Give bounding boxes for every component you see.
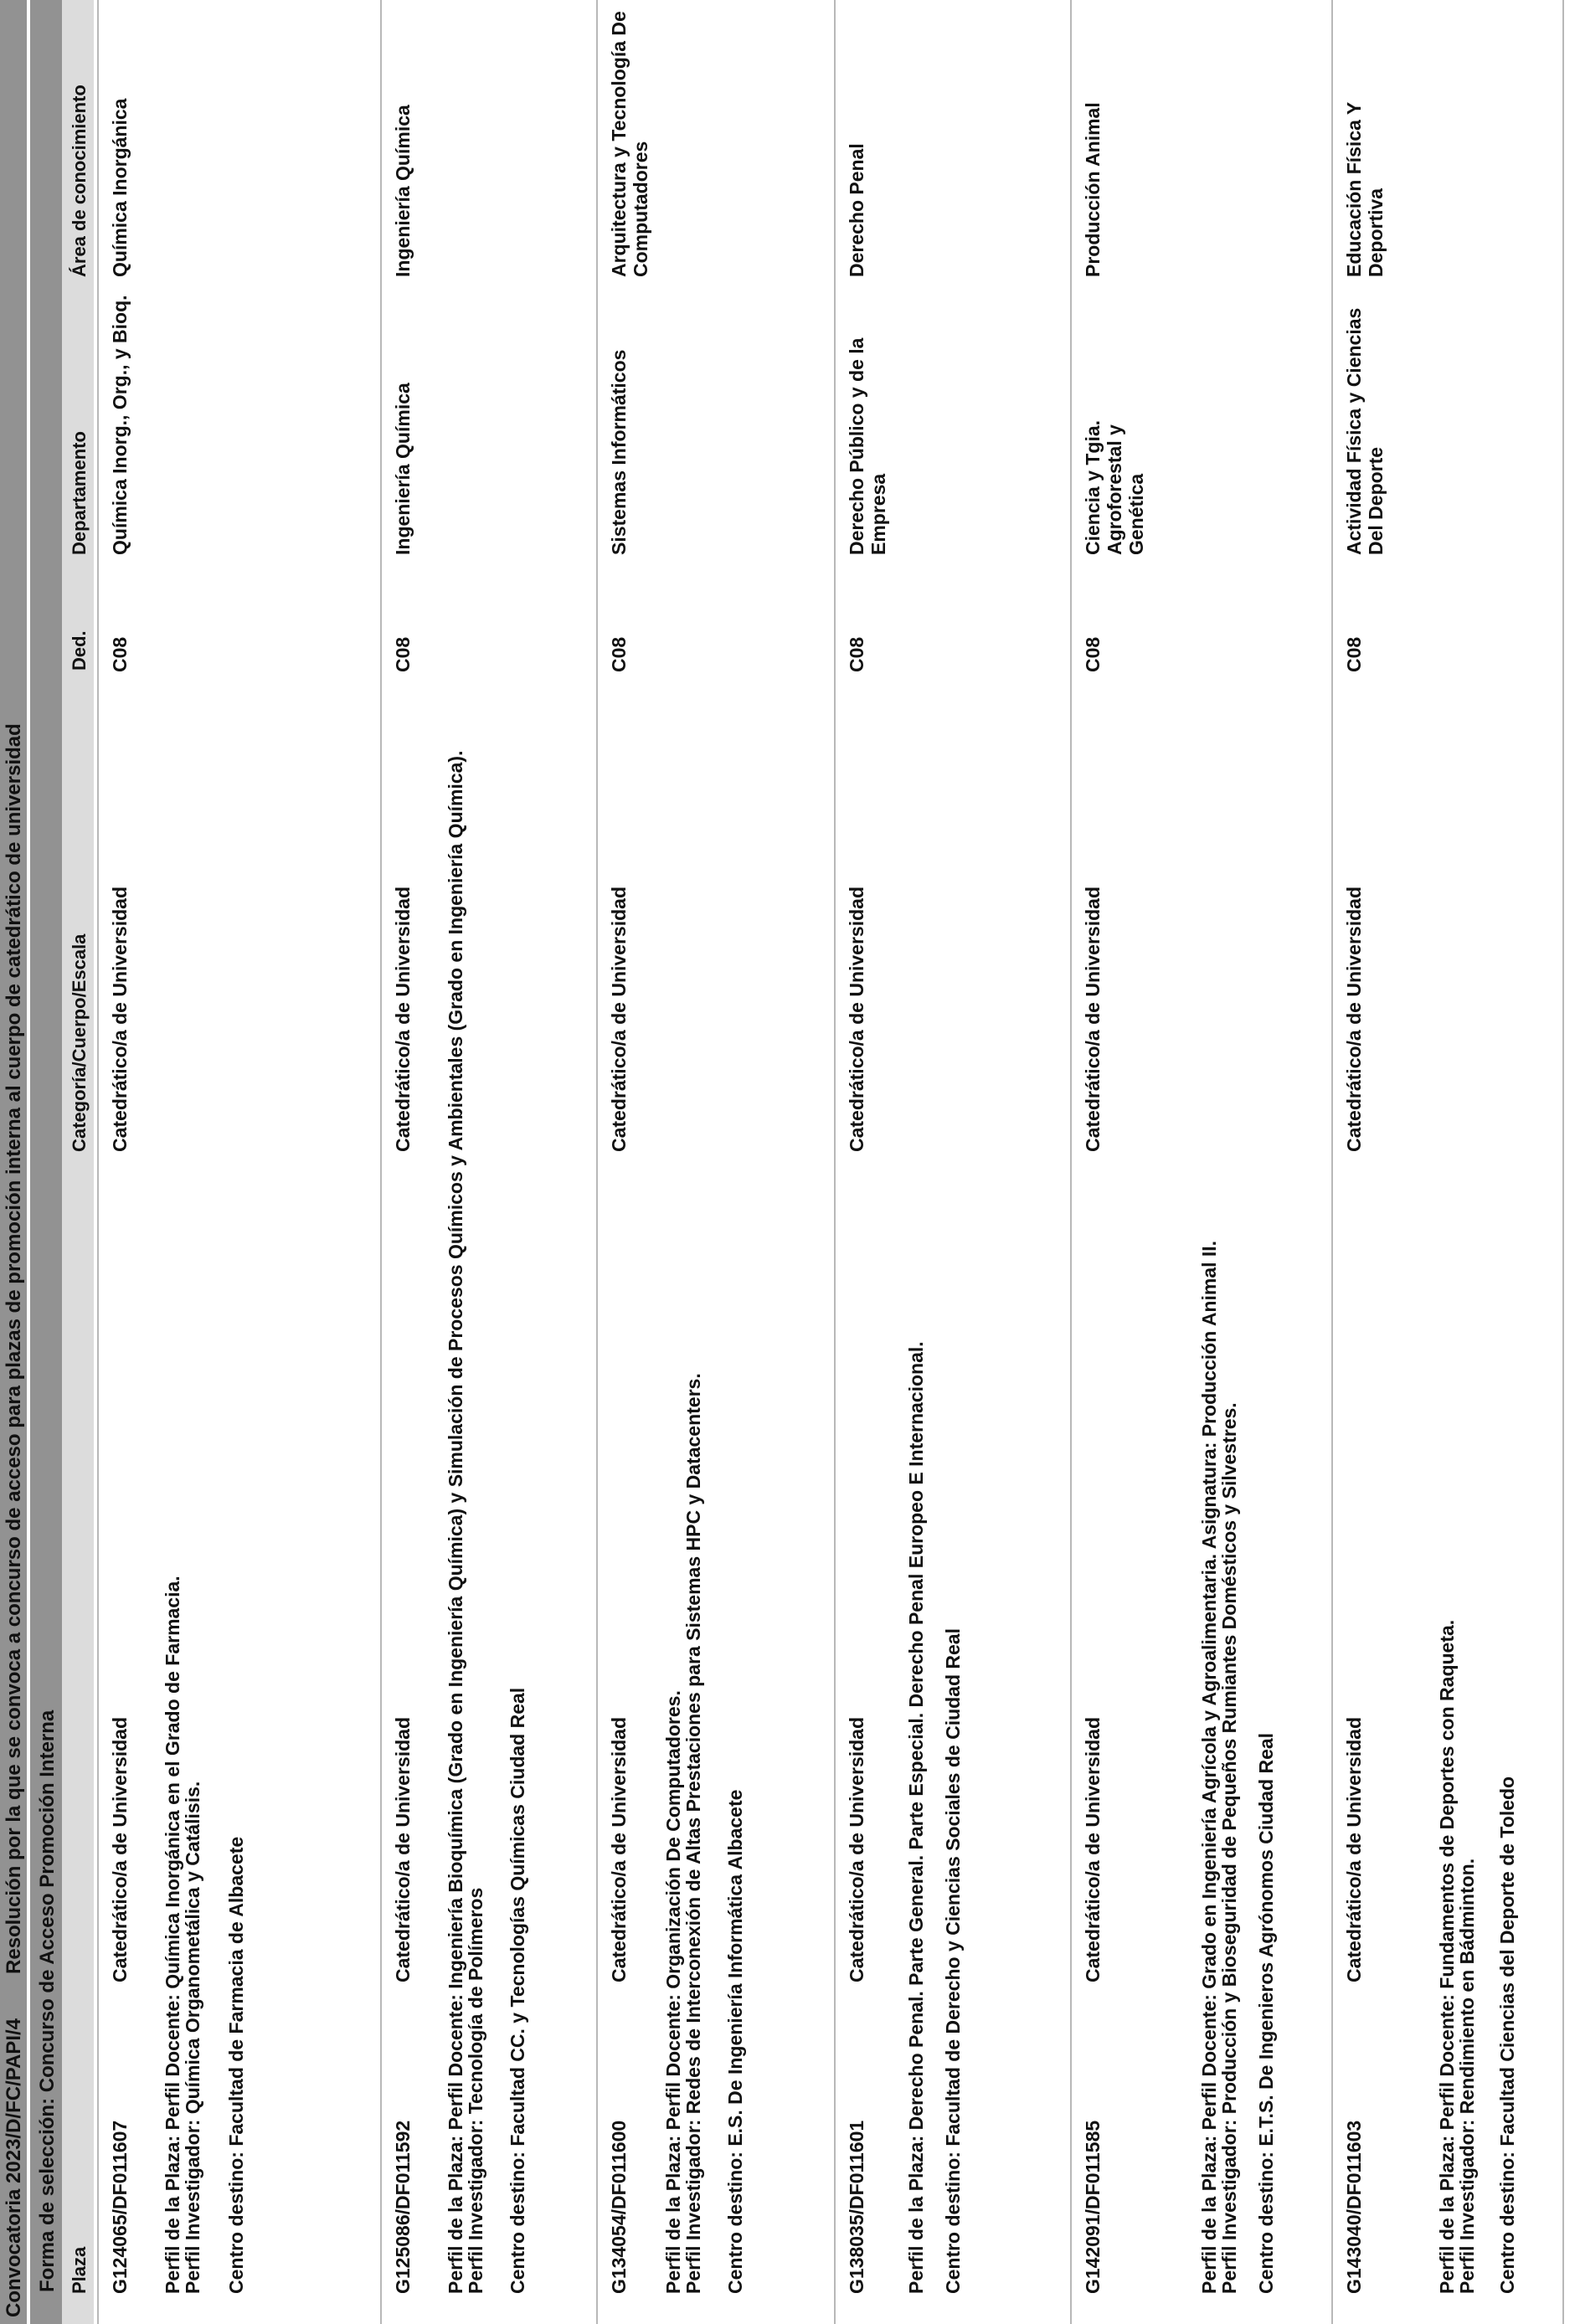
- plaza-department: Actividad Física y Ciencias Del Deporte: [1343, 307, 1387, 555]
- plaza-code: G138035/DF011601: [846, 2120, 867, 2294]
- plaza-profile: Perfil de la Plaza: Perfil Docente: Fundamentos de Deportes con Raqueta.: [1436, 1619, 1458, 2294]
- destination-center: Centro destino: Facultad Ciencias del Deporte de Toledo: [1496, 1776, 1518, 2294]
- plaza-knowledge-area: Derecho Penal: [846, 143, 867, 277]
- plaza-category-col: Catedrático/a de Universidad: [846, 887, 867, 1152]
- plaza-knowledge-area: Ingeniería Química: [392, 105, 414, 277]
- column-header-ded: Ded.: [69, 630, 90, 671]
- plaza-dedication: C08: [1343, 636, 1365, 672]
- row-divider: [1070, 0, 1072, 2324]
- destination-center: Centro destino: E.T.S. De Ingenieros Agrónomos Ciudad Real: [1255, 1732, 1277, 2294]
- plaza-category-col: Catedrático/a de Universidad: [392, 887, 414, 1152]
- plaza-profile: Perfil de la Plaza: Perfil Docente: Organización De Computadores.: [662, 1690, 684, 2294]
- plaza-category: Catedrático/a de Universidad: [846, 1717, 867, 1982]
- plaza-category: Catedrático/a de Universidad: [392, 1717, 414, 1982]
- plaza-code: G125086/DF011592: [392, 2120, 414, 2294]
- plaza-profile: Perfil de la Plaza: Perfil Docente: Grado en Ingeniería Agrícola y Agroalimentaria. Asignatura: Producción Animal II.: [1198, 1240, 1220, 2294]
- row-divider: [834, 0, 836, 2324]
- plaza-dedication: C08: [608, 636, 630, 672]
- row-divider: [1331, 0, 1333, 2324]
- title-bar: [0, 0, 27, 2324]
- researcher-profile: Perfil Investigador: Tecnología de Polímeros: [465, 1887, 486, 2294]
- plaza-knowledge-area: Química Inorgánica: [109, 98, 131, 277]
- selection-method: Forma de selección: Concurso de Acceso Promoción Interna: [36, 1710, 59, 2292]
- plaza-knowledge-area: Producción Animal: [1082, 102, 1104, 277]
- row-divider: [380, 0, 382, 2324]
- plaza-department: Química Inorg., Org., y Bioq.: [109, 295, 131, 555]
- selection-bar: [30, 0, 62, 2324]
- plaza-dedication: C08: [846, 636, 867, 672]
- destination-center: Centro destino: Facultad CC. y Tecnologías Químicas Ciudad Real: [507, 1687, 528, 2294]
- plaza-code: G142091/DF011585: [1082, 2120, 1104, 2294]
- plaza-category-col: Catedrático/a de Universidad: [608, 887, 630, 1152]
- column-header-area: Área de conocimiento: [69, 85, 90, 277]
- plaza-category-col: Catedrático/a de Universidad: [1343, 887, 1365, 1152]
- destination-center: Centro destino: E.S. De Ingeniería Informática Albacete: [724, 1789, 746, 2294]
- plaza-profile: Perfil de la Plaza: Derecho Penal. Parte General. Parte Especial. Derecho Penal Europeo E Internacional.: [905, 1341, 927, 2294]
- row-divider: [97, 0, 99, 2324]
- column-header-categoria: Categoría/Cuerpo/Escala: [69, 933, 90, 1152]
- plaza-category-col: Catedrático/a de Universidad: [1082, 887, 1104, 1152]
- researcher-profile: Perfil Investigador: Producción y Bioseguridad de Pequeños Rumiantes Domésticos y Silvestres.: [1218, 1402, 1240, 2294]
- row-divider: [596, 0, 598, 2324]
- researcher-profile: Perfil Investigador: Química Organometálica y Catálisis.: [182, 1781, 203, 2294]
- convocatoria-code: Convocatoria 2023/D/FC/PAPI/4: [3, 2018, 25, 2317]
- plaza-code: G143040/DF011603: [1343, 2120, 1365, 2294]
- table-header: [62, 0, 94, 2324]
- plaza-category: Catedrático/a de Universidad: [1082, 1717, 1104, 1982]
- destination-center: Centro destino: Facultad de Derecho y Ciencias Sociales de Ciudad Real: [942, 1628, 964, 2294]
- column-header-plaza: Plaza: [69, 2246, 90, 2294]
- destination-center: Centro destino: Facultad de Farmacia de Albacete: [225, 1836, 247, 2294]
- researcher-profile: Perfil Investigador: Redes de Interconexión de Altas Prestaciones para Sistemas HPC y Datacenters.: [682, 1373, 704, 2294]
- plaza-department: Derecho Público y de la Empresa: [846, 337, 889, 555]
- resolution-title: Resolución por la que se convoca a concurso de acceso para plazas de promoción interna al cuerpo de catedrático de universidad: [3, 723, 25, 1974]
- row-divider: [1562, 0, 1564, 2324]
- plaza-department: Sistemas Informáticos: [608, 349, 630, 555]
- plaza-code: G134054/DF011600: [608, 2120, 630, 2294]
- plaza-dedication: C08: [109, 636, 131, 672]
- plaza-knowledge-area: Arquitectura y Tecnología De Computadores: [608, 11, 651, 277]
- plaza-category-col: Catedrático/a de Universidad: [109, 887, 131, 1152]
- plaza-profile: Perfil de la Plaza: Perfil Docente: Ingeniería Bioquímica (Grado en Ingeniería Química) y Simulación de Procesos Químicos y Ambientales (Grado en Ingeniería Química).: [445, 750, 466, 2294]
- plaza-department: Ingeniería Química: [392, 383, 414, 555]
- plaza-code: G124065/DF011607: [109, 2120, 131, 2294]
- plaza-category: Catedrático/a de Universidad: [608, 1717, 630, 1982]
- plaza-knowledge-area: Educación Física Y Deportiva: [1343, 102, 1387, 277]
- plaza-dedication: C08: [392, 636, 414, 672]
- researcher-profile: Perfil Investigador: Rendimiento en Bádminton.: [1456, 1858, 1478, 2294]
- column-header-departamento: Departamento: [69, 431, 90, 555]
- plaza-profile: Perfil de la Plaza: Perfil Docente: Química Inorgánica en el Grado de Farmacia.: [162, 1576, 183, 2294]
- plaza-dedication: C08: [1082, 636, 1104, 672]
- plaza-category: Catedrático/a de Universidad: [1343, 1717, 1365, 1982]
- plaza-department: Ciencia y Tgia. Agroforestal y Genética: [1082, 419, 1147, 555]
- plaza-category: Catedrático/a de Universidad: [109, 1717, 131, 1982]
